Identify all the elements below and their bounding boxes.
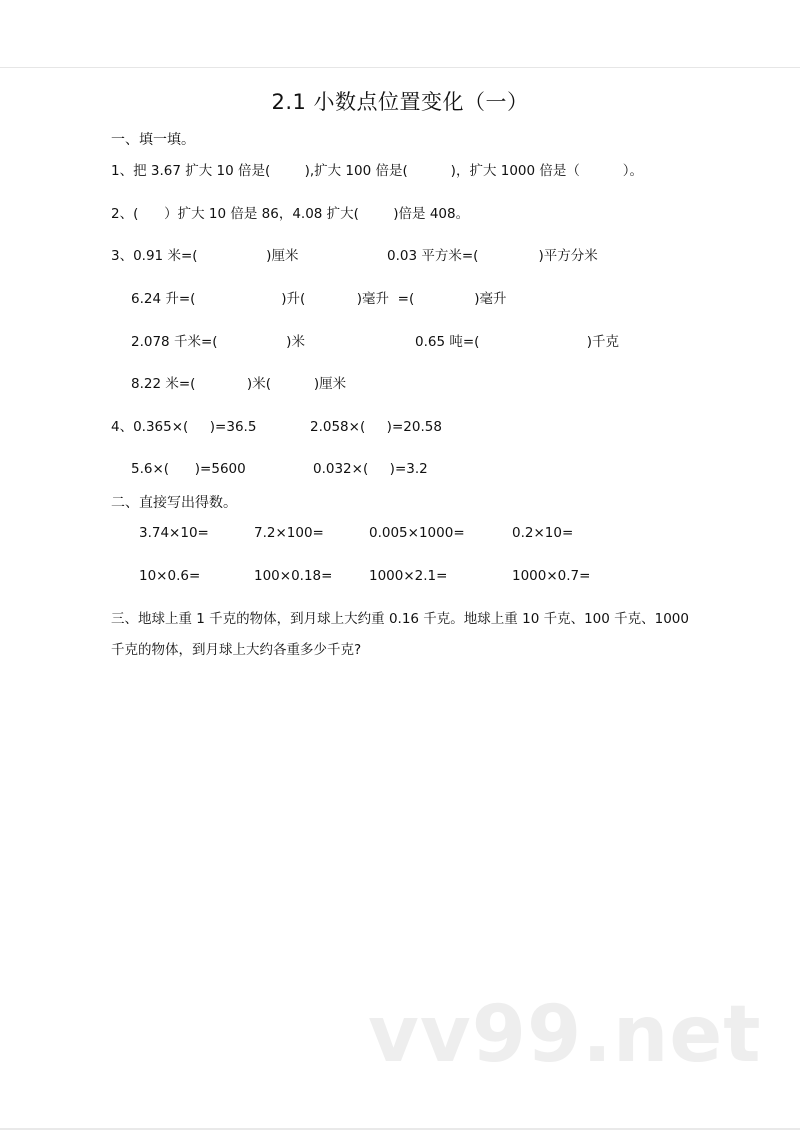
question-1: 1、把 3.67 扩大 10 倍是( ),扩大 100 倍是( )，扩大 1000 倍是（ ）。 bbox=[111, 163, 644, 179]
question-3-row1-left: 3、0.91 米=( )厘米 bbox=[111, 248, 299, 264]
question-4-row1-left: 4、0.365×( )=36.5 bbox=[111, 419, 257, 435]
section2-heading: 二、直接写出得数。 bbox=[111, 495, 237, 511]
calc-item: 0.005×1000= bbox=[369, 525, 465, 541]
question-3-row2: 6.24 升=( )升( )毫升 =( )毫升 bbox=[131, 291, 507, 307]
question-2: 2、( ）扩大 10 倍是 86，4.08 扩大( )倍是 408。 bbox=[111, 206, 470, 222]
question-3-row4: 8.22 米=( )米( )厘米 bbox=[131, 376, 347, 392]
calc-item: 0.2×10= bbox=[512, 525, 574, 541]
calc-item: 10×0.6= bbox=[139, 568, 201, 584]
question-3-row1-right: 0.03 平方米=( )平方分米 bbox=[387, 248, 598, 264]
top-divider bbox=[0, 67, 800, 68]
section3-line1: 三、地球上重 1 千克的物体，到月球上大约重 0.16 千克。地球上重 10 千克、100 千克、1000 bbox=[111, 611, 689, 627]
watermark: vv99.net bbox=[368, 990, 762, 1080]
bottom-divider bbox=[0, 1128, 800, 1130]
calc-item: 3.74×10= bbox=[139, 525, 209, 541]
section3-line2: 千克的物体，到月球上大约各重多少千克? bbox=[111, 642, 362, 658]
question-4-row2-right: 0.032×( )=3.2 bbox=[313, 461, 428, 477]
page-title: 2.1 小数点位置变化（一） bbox=[271, 90, 529, 114]
question-4-row2-left: 5.6×( )=5600 bbox=[131, 461, 246, 477]
calc-item: 1000×0.7= bbox=[512, 568, 591, 584]
question-3-row3-left: 2.078 千米=( )米 bbox=[131, 334, 305, 350]
calc-item: 100×0.18= bbox=[254, 568, 333, 584]
section1-heading: 一、填一填。 bbox=[111, 132, 195, 148]
calc-item: 1000×2.1= bbox=[369, 568, 448, 584]
question-4-row1-right: 2.058×( )=20.58 bbox=[310, 419, 442, 435]
question-3-row3-right: 0.65 吨=( )千克 bbox=[415, 334, 619, 350]
calc-item: 7.2×100= bbox=[254, 525, 324, 541]
